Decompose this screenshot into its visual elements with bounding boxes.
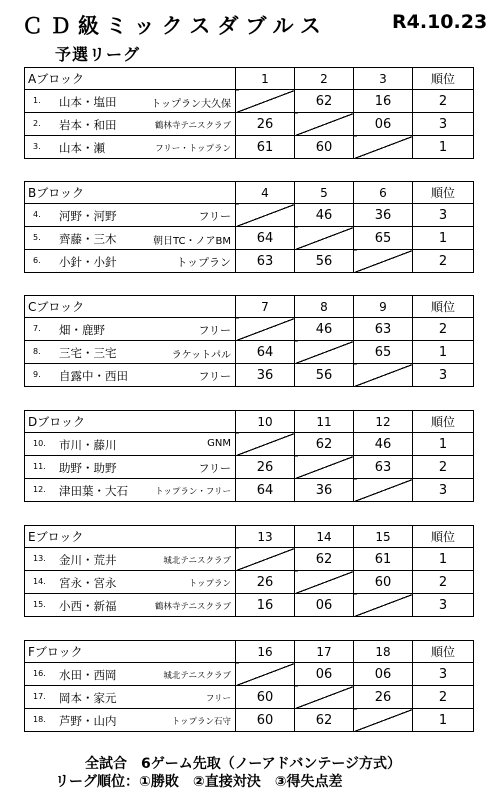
column-header: 3	[354, 68, 413, 90]
league-table	[24, 640, 474, 732]
pair-number: 5.	[33, 233, 41, 242]
pair-names: 小西・新福	[59, 599, 117, 613]
diagonal-cell	[354, 479, 413, 502]
rank-cell: 1	[413, 227, 474, 250]
diagonal-cell	[236, 548, 295, 571]
score-cell: 63	[354, 318, 413, 341]
league-table	[24, 295, 474, 387]
score-cell: 60	[236, 709, 295, 732]
pair-number: 15.	[33, 600, 46, 609]
rank-cell: 3	[413, 594, 474, 617]
pair-cell	[25, 456, 236, 479]
pair-cell	[25, 318, 236, 341]
pair-names: 岡本・家元	[59, 691, 117, 705]
pair-cell	[25, 341, 236, 364]
pair-names: 岩本・和田	[59, 118, 117, 132]
score-cell: 60	[295, 136, 354, 159]
league-table	[24, 525, 474, 617]
column-header: 10	[236, 411, 295, 433]
column-header: 14	[295, 526, 354, 548]
block-name: Eブロック	[25, 526, 236, 548]
rank-cell: 3	[413, 204, 474, 227]
pair-number: 4.	[33, 210, 41, 219]
club-name: フリー	[198, 370, 231, 383]
score-cell: 46	[354, 433, 413, 456]
pair-number: 9.	[33, 370, 41, 379]
column-header: 12	[354, 411, 413, 433]
pair-cell	[25, 204, 236, 227]
score-cell: 61	[236, 136, 295, 159]
score-cell: 36	[295, 479, 354, 502]
block-name: Fブロック	[25, 641, 236, 663]
diagonal-cell	[354, 709, 413, 732]
table-row	[25, 113, 474, 136]
score-cell: 62	[295, 548, 354, 571]
rank-cell: 2	[413, 250, 474, 273]
block-name: Cブロック	[25, 296, 236, 318]
score-cell: 06	[295, 594, 354, 617]
rank-cell: 1	[413, 433, 474, 456]
table-row	[25, 709, 474, 732]
column-header: 9	[354, 296, 413, 318]
diagonal-cell	[354, 136, 413, 159]
column-header: 1	[236, 68, 295, 90]
pair-cell	[25, 594, 236, 617]
score-cell: 26	[236, 113, 295, 136]
rank-header: 順位	[413, 68, 474, 90]
pair-cell	[25, 227, 236, 250]
pair-number: 16.	[33, 669, 46, 678]
rank-cell: 3	[413, 663, 474, 686]
score-cell: 56	[295, 250, 354, 273]
club-name: フリー・トップラン	[155, 144, 231, 154]
pair-number: 13.	[33, 554, 46, 563]
diagonal-cell	[295, 227, 354, 250]
club-name: フリー	[198, 324, 231, 337]
diagonal-cell	[236, 204, 295, 227]
score-cell: 16	[354, 90, 413, 113]
table-row	[25, 136, 474, 159]
score-cell: 62	[295, 709, 354, 732]
score-cell: 64	[236, 341, 295, 364]
pair-number: 1.	[33, 96, 41, 105]
pair-cell	[25, 548, 236, 571]
column-header: 17	[295, 641, 354, 663]
score-cell: 64	[236, 479, 295, 502]
club-name: 鶴林寺テニスクラブ	[154, 602, 231, 612]
column-header: 2	[295, 68, 354, 90]
rank-cell: 1	[413, 136, 474, 159]
rank-cell: 1	[413, 341, 474, 364]
club-name: フリー	[205, 694, 231, 704]
pair-cell	[25, 663, 236, 686]
rank-cell: 2	[413, 571, 474, 594]
table-row	[25, 571, 474, 594]
club-name: フリー	[198, 462, 231, 475]
column-header: 18	[354, 641, 413, 663]
club-name: トップラン・フリー	[155, 487, 231, 497]
club-name: フリー	[198, 210, 231, 223]
score-cell: 26	[354, 686, 413, 709]
rank-header: 順位	[413, 641, 474, 663]
rank-header: 順位	[413, 411, 474, 433]
rank-cell: 3	[413, 479, 474, 502]
date-label: R4.10.23	[392, 11, 488, 33]
column-header: 5	[295, 182, 354, 204]
block-name: Bブロック	[25, 182, 236, 204]
pair-number: 14.	[33, 577, 46, 586]
table-row	[25, 456, 474, 479]
column-header: 11	[295, 411, 354, 433]
pair-names: 山本・塩田	[59, 95, 117, 109]
page-title: ＣＤ級ミックスダブルス	[22, 14, 328, 38]
score-cell: 56	[295, 364, 354, 387]
table-row	[25, 227, 474, 250]
score-cell: 60	[236, 686, 295, 709]
diagonal-cell	[295, 571, 354, 594]
rank-cell: 2	[413, 456, 474, 479]
score-cell: 65	[354, 227, 413, 250]
score-cell: 36	[236, 364, 295, 387]
score-cell: 26	[236, 456, 295, 479]
diagonal-cell	[295, 341, 354, 364]
table-row	[25, 364, 474, 387]
pair-number: 7.	[33, 324, 41, 333]
table-row	[25, 90, 474, 113]
pair-number: 12.	[33, 485, 46, 494]
score-cell: 36	[354, 204, 413, 227]
block-name: Aブロック	[25, 68, 236, 90]
score-cell: 26	[236, 571, 295, 594]
table-row	[25, 663, 474, 686]
table-row	[25, 686, 474, 709]
diagonal-cell	[354, 250, 413, 273]
pair-number: 2.	[33, 119, 41, 128]
pair-number: 3.	[33, 142, 41, 151]
table-row	[25, 341, 474, 364]
pair-cell	[25, 709, 236, 732]
rank-cell: 2	[413, 90, 474, 113]
pair-names: 三宅・三宅	[59, 346, 117, 360]
rank-header: 順位	[413, 296, 474, 318]
score-cell: 06	[354, 113, 413, 136]
pair-cell	[25, 136, 236, 159]
pair-cell	[25, 433, 236, 456]
score-cell: 65	[354, 341, 413, 364]
score-cell: 61	[354, 548, 413, 571]
table-row	[25, 594, 474, 617]
league-table	[24, 67, 474, 159]
column-header: 15	[354, 526, 413, 548]
pair-number: 11.	[33, 462, 46, 471]
pair-names: 宮永・宮永	[59, 576, 117, 590]
table-row	[25, 318, 474, 341]
rank-cell: 1	[413, 709, 474, 732]
pair-cell	[25, 364, 236, 387]
pair-cell	[25, 250, 236, 273]
club-name: 鶴林寺テニスクラブ	[154, 121, 231, 131]
rank-header: 順位	[413, 526, 474, 548]
table-row	[25, 479, 474, 502]
pair-cell	[25, 571, 236, 594]
pair-names: 齊藤・三木	[59, 232, 117, 246]
table-row	[25, 548, 474, 571]
diagonal-cell	[236, 90, 295, 113]
pair-names: 畑・鹿野	[59, 323, 105, 337]
rank-cell: 3	[413, 364, 474, 387]
league-table	[24, 181, 474, 273]
club-name: ラケットパル	[171, 350, 231, 361]
column-header: 6	[354, 182, 413, 204]
table-row	[25, 204, 474, 227]
pair-cell	[25, 479, 236, 502]
pair-names: 自露中・西田	[59, 369, 128, 383]
pair-number: 8.	[33, 347, 41, 356]
rank-cell: 3	[413, 113, 474, 136]
score-cell: 62	[295, 90, 354, 113]
club-name: 朝日TC・ノアBM	[153, 236, 231, 247]
rank-cell: 1	[413, 548, 474, 571]
footer-ranking: リーグ順位：①勝敗 ②直接対決 ③得失点差	[55, 774, 343, 790]
pair-names: 河野・河野	[59, 209, 117, 223]
club-name: GNM	[207, 438, 231, 449]
pair-names: 助野・助野	[59, 461, 117, 475]
score-cell: 06	[295, 663, 354, 686]
score-cell: 06	[354, 663, 413, 686]
club-name: トップラン大久保	[151, 99, 231, 110]
pair-cell	[25, 686, 236, 709]
column-header: 4	[236, 182, 295, 204]
pair-names: 水田・西岡	[59, 668, 117, 682]
subtitle: 予選リーグ	[55, 45, 141, 64]
table-row	[25, 433, 474, 456]
pair-number: 6.	[33, 256, 41, 265]
column-header: 7	[236, 296, 295, 318]
table-row	[25, 250, 474, 273]
club-name: 城北テニスクラブ	[163, 671, 231, 681]
pair-names: 金川・荒井	[59, 553, 117, 567]
pair-names: 芦野・山内	[59, 714, 117, 728]
diagonal-cell	[236, 318, 295, 341]
column-header: 16	[236, 641, 295, 663]
pair-names: 市川・藤川	[59, 438, 117, 452]
pair-number: 10.	[33, 439, 46, 448]
league-table	[24, 410, 474, 502]
rank-header: 順位	[413, 182, 474, 204]
pair-cell	[25, 90, 236, 113]
score-cell: 64	[236, 227, 295, 250]
diagonal-cell	[354, 594, 413, 617]
column-header: 8	[295, 296, 354, 318]
club-name: トップラン	[176, 256, 231, 269]
pair-names: 津田葉・大石	[59, 484, 128, 498]
diagonal-cell	[295, 113, 354, 136]
score-cell: 46	[295, 204, 354, 227]
column-header: 13	[236, 526, 295, 548]
diagonal-cell	[295, 456, 354, 479]
score-cell: 63	[236, 250, 295, 273]
pair-number: 18.	[33, 715, 46, 724]
score-cell: 63	[354, 456, 413, 479]
score-cell: 46	[295, 318, 354, 341]
pair-names: 小針・小針	[59, 255, 117, 269]
club-name: トップラン石守	[171, 717, 231, 727]
rank-cell: 2	[413, 318, 474, 341]
score-cell: 60	[354, 571, 413, 594]
club-name: トップラン	[188, 579, 231, 589]
score-cell: 62	[295, 433, 354, 456]
club-name: 城北テニスクラブ	[163, 556, 231, 566]
rank-cell: 2	[413, 686, 474, 709]
pair-number: 17.	[33, 692, 46, 701]
block-name: Dブロック	[25, 411, 236, 433]
diagonal-cell	[354, 364, 413, 387]
diagonal-cell	[295, 686, 354, 709]
score-cell: 16	[236, 594, 295, 617]
pair-names: 山本・瀬	[59, 141, 105, 155]
diagonal-cell	[236, 663, 295, 686]
footer-rules: 全試合 6ゲーム先取（ノーアドバンテージ方式）	[85, 756, 402, 772]
diagonal-cell	[236, 433, 295, 456]
pair-cell	[25, 113, 236, 136]
